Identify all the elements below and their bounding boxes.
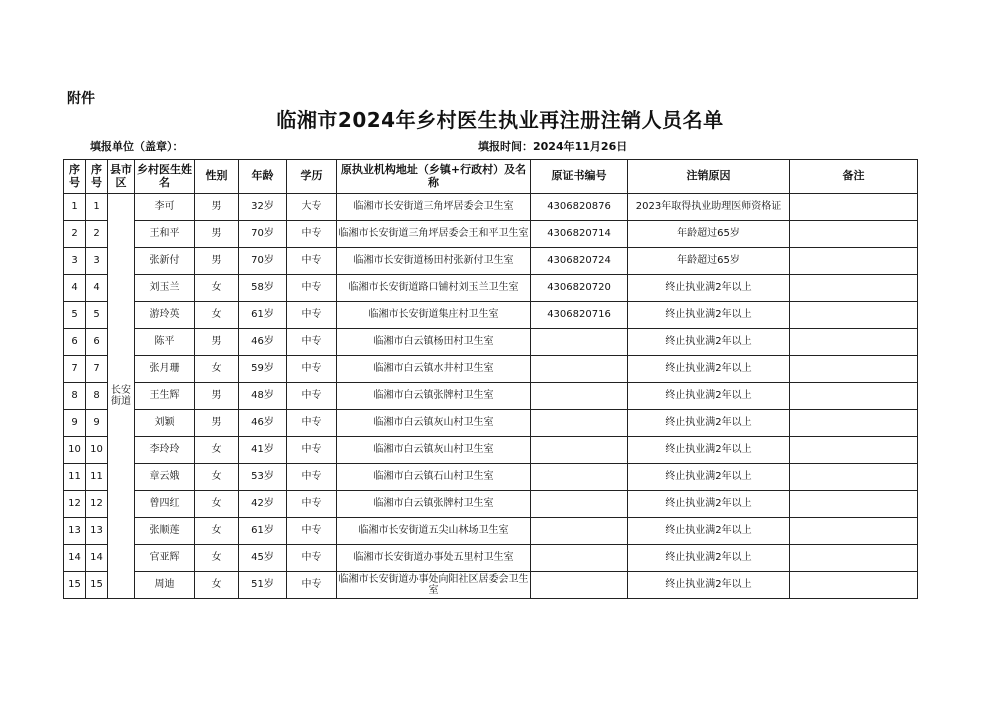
cell-seq2: 4 [86,275,108,302]
cell-certificate [531,437,628,464]
cell-education: 中专 [287,572,337,599]
cell-seq1: 13 [64,518,86,545]
cell-age: 58岁 [239,275,287,302]
cell-name: 张顺莲 [135,518,195,545]
cell-gender: 女 [195,275,239,302]
cell-reason: 终止执业满2年以上 [628,545,790,572]
cell-gender: 男 [195,383,239,410]
cell-certificate [531,410,628,437]
table-row [64,410,918,437]
col-header-remark: 备注 [790,160,918,194]
cell-address: 临湘市白云镇灰山村卫生室 [337,437,531,464]
cell-seq1: 2 [64,221,86,248]
cell-certificate [531,491,628,518]
cell-seq1: 15 [64,572,86,599]
cell-education: 中专 [287,221,337,248]
cell-seq2: 1 [86,194,108,221]
cell-reason: 年龄超过65岁 [628,248,790,275]
cell-remark [790,302,918,329]
col-header-name: 乡村医生姓名 [135,160,195,194]
col-header-education: 学历 [287,160,337,194]
cell-name: 曾四红 [135,491,195,518]
cell-remark [790,329,918,356]
cell-age: 46岁 [239,329,287,356]
cell-certificate: 4306820720 [531,275,628,302]
cell-education: 中专 [287,491,337,518]
cell-certificate [531,545,628,572]
cell-seq2: 5 [86,302,108,329]
col-header-gender: 性别 [195,160,239,194]
cell-remark [790,221,918,248]
cell-name: 张新付 [135,248,195,275]
cell-seq2: 13 [86,518,108,545]
cell-name: 王生辉 [135,383,195,410]
table-body [64,194,918,599]
table-row [64,248,918,275]
cell-age: 42岁 [239,491,287,518]
cell-reason: 终止执业满2年以上 [628,356,790,383]
cell-address: 临湘市长安街道五尖山林场卫生室 [337,518,531,545]
cell-seq2: 3 [86,248,108,275]
table-row [64,572,918,599]
cell-seq2: 2 [86,221,108,248]
col-header-certificate: 原证书编号 [531,160,628,194]
cell-remark [790,194,918,221]
cell-reason: 终止执业满2年以上 [628,383,790,410]
cell-age: 41岁 [239,437,287,464]
cell-seq1: 7 [64,356,86,383]
cell-address: 临湘市白云镇灰山村卫生室 [337,410,531,437]
cell-reason: 终止执业满2年以上 [628,275,790,302]
table-row [64,491,918,518]
cell-education: 中专 [287,464,337,491]
reporting-time-label: 填报时间：2024年11月26日 [478,140,628,153]
cell-gender: 女 [195,464,239,491]
cell-certificate: 4306820714 [531,221,628,248]
cell-certificate [531,356,628,383]
cell-education: 中专 [287,275,337,302]
cell-education: 中专 [287,383,337,410]
cell-reason: 2023年取得执业助理医师资格证 [628,194,790,221]
cell-remark [790,410,918,437]
cell-education: 大专 [287,194,337,221]
attachment-label: 附件 [67,91,95,107]
table-row [64,464,918,491]
cell-remark [790,464,918,491]
col-header-address: 原执业机构地址（乡镇+行政村）及名称 [337,160,531,194]
cell-reason: 终止执业满2年以上 [628,437,790,464]
cell-name: 游玲英 [135,302,195,329]
cell-certificate [531,572,628,599]
cell-address: 临湘市白云镇石山村卫生室 [337,464,531,491]
cell-gender: 女 [195,545,239,572]
cell-age: 46岁 [239,410,287,437]
cell-remark [790,356,918,383]
cell-certificate [531,329,628,356]
cell-address: 临湘市长安街道路口铺村刘玉兰卫生室 [337,275,531,302]
cell-education: 中专 [287,302,337,329]
cell-name: 刘玉兰 [135,275,195,302]
cell-reason: 终止执业满2年以上 [628,302,790,329]
cell-seq1: 12 [64,491,86,518]
table-row [64,437,918,464]
table-row [64,356,918,383]
cell-certificate [531,464,628,491]
cell-remark [790,248,918,275]
cell-age: 48岁 [239,383,287,410]
cell-county: 长安街道 [108,194,135,599]
cell-seq1: 8 [64,383,86,410]
cell-education: 中专 [287,437,337,464]
cell-address: 临湘市长安街道集庄村卫生室 [337,302,531,329]
cell-name: 周迪 [135,572,195,599]
cell-reason: 终止执业满2年以上 [628,518,790,545]
cell-gender: 女 [195,518,239,545]
cell-remark [790,545,918,572]
cell-seq2: 7 [86,356,108,383]
cell-seq2: 11 [86,464,108,491]
col-header-reason: 注销原因 [628,160,790,194]
cell-address: 临湘市长安街道办事处五里村卫生室 [337,545,531,572]
cell-name: 官亚辉 [135,545,195,572]
cell-seq2: 6 [86,329,108,356]
col-header-age: 年龄 [239,160,287,194]
cell-name: 章云娥 [135,464,195,491]
col-header-county: 县市区 [108,160,135,194]
cell-seq2: 10 [86,437,108,464]
cell-gender: 男 [195,221,239,248]
cell-reason: 终止执业满2年以上 [628,572,790,599]
table-row [64,302,918,329]
table-row [64,194,918,221]
cell-address: 临湘市白云镇张牌村卫生室 [337,491,531,518]
cell-gender: 男 [195,329,239,356]
cell-name: 王和平 [135,221,195,248]
cell-name: 张月珊 [135,356,195,383]
cell-gender: 女 [195,302,239,329]
cell-age: 53岁 [239,464,287,491]
cell-reason: 终止执业满2年以上 [628,410,790,437]
table-row [64,329,918,356]
cell-address: 临湘市长安街道三角坪居委会卫生室 [337,194,531,221]
cell-gender: 男 [195,410,239,437]
cell-education: 中专 [287,545,337,572]
table-row [64,545,918,572]
table-row [64,275,918,302]
cell-name: 李可 [135,194,195,221]
cell-certificate: 4306820876 [531,194,628,221]
col-header-seq2: 序号 [86,160,108,194]
cell-reason: 终止执业满2年以上 [628,491,790,518]
table-row [64,518,918,545]
cell-education: 中专 [287,248,337,275]
table-row [64,383,918,410]
cell-education: 中专 [287,410,337,437]
table-header-row [64,160,918,194]
cell-seq1: 6 [64,329,86,356]
cell-certificate: 4306820716 [531,302,628,329]
cell-seq1: 5 [64,302,86,329]
cell-age: 70岁 [239,221,287,248]
cell-remark [790,491,918,518]
cell-reason: 终止执业满2年以上 [628,329,790,356]
cell-age: 70岁 [239,248,287,275]
cell-seq1: 4 [64,275,86,302]
cell-education: 中专 [287,329,337,356]
cell-certificate [531,518,628,545]
cell-age: 51岁 [239,572,287,599]
cell-seq2: 12 [86,491,108,518]
cell-education: 中专 [287,518,337,545]
reporting-unit-label: 填报单位（盖章）： [90,140,184,153]
col-header-seq1: 序号 [64,160,86,194]
cell-address: 临湘市长安街道办事处向阳社区居委会卫生室 [337,572,531,599]
cell-age: 61岁 [239,518,287,545]
cell-seq1: 14 [64,545,86,572]
cell-gender: 男 [195,248,239,275]
cell-seq1: 3 [64,248,86,275]
cell-seq2: 14 [86,545,108,572]
deregistration-table [63,159,918,599]
cell-seq1: 1 [64,194,86,221]
cell-seq1: 11 [64,464,86,491]
cell-address: 临湘市白云镇水井村卫生室 [337,356,531,383]
cell-address: 临湘市长安街道杨田村张新付卫生室 [337,248,531,275]
cell-gender: 女 [195,572,239,599]
cell-address: 临湘市白云镇张牌村卫生室 [337,383,531,410]
cell-seq1: 9 [64,410,86,437]
cell-gender: 女 [195,491,239,518]
document-title: 临湘市2024年乡村医生执业再注册注销人员名单 [276,108,724,132]
cell-reason: 终止执业满2年以上 [628,464,790,491]
cell-remark [790,275,918,302]
cell-education: 中专 [287,356,337,383]
cell-name: 刘颖 [135,410,195,437]
cell-remark [790,383,918,410]
cell-remark [790,572,918,599]
cell-seq2: 9 [86,410,108,437]
cell-gender: 女 [195,356,239,383]
cell-gender: 男 [195,194,239,221]
cell-seq1: 10 [64,437,86,464]
cell-address: 临湘市白云镇杨田村卫生室 [337,329,531,356]
cell-age: 45岁 [239,545,287,572]
cell-remark [790,437,918,464]
cell-seq2: 8 [86,383,108,410]
cell-age: 59岁 [239,356,287,383]
cell-name: 李玲玲 [135,437,195,464]
cell-certificate [531,383,628,410]
cell-address: 临湘市长安街道三角坪居委会王和平卫生室 [337,221,531,248]
cell-seq2: 15 [86,572,108,599]
cell-name: 陈平 [135,329,195,356]
cell-certificate: 4306820724 [531,248,628,275]
cell-age: 61岁 [239,302,287,329]
table-row [64,221,918,248]
cell-remark [790,518,918,545]
cell-age: 32岁 [239,194,287,221]
cell-gender: 女 [195,437,239,464]
cell-reason: 年龄超过65岁 [628,221,790,248]
